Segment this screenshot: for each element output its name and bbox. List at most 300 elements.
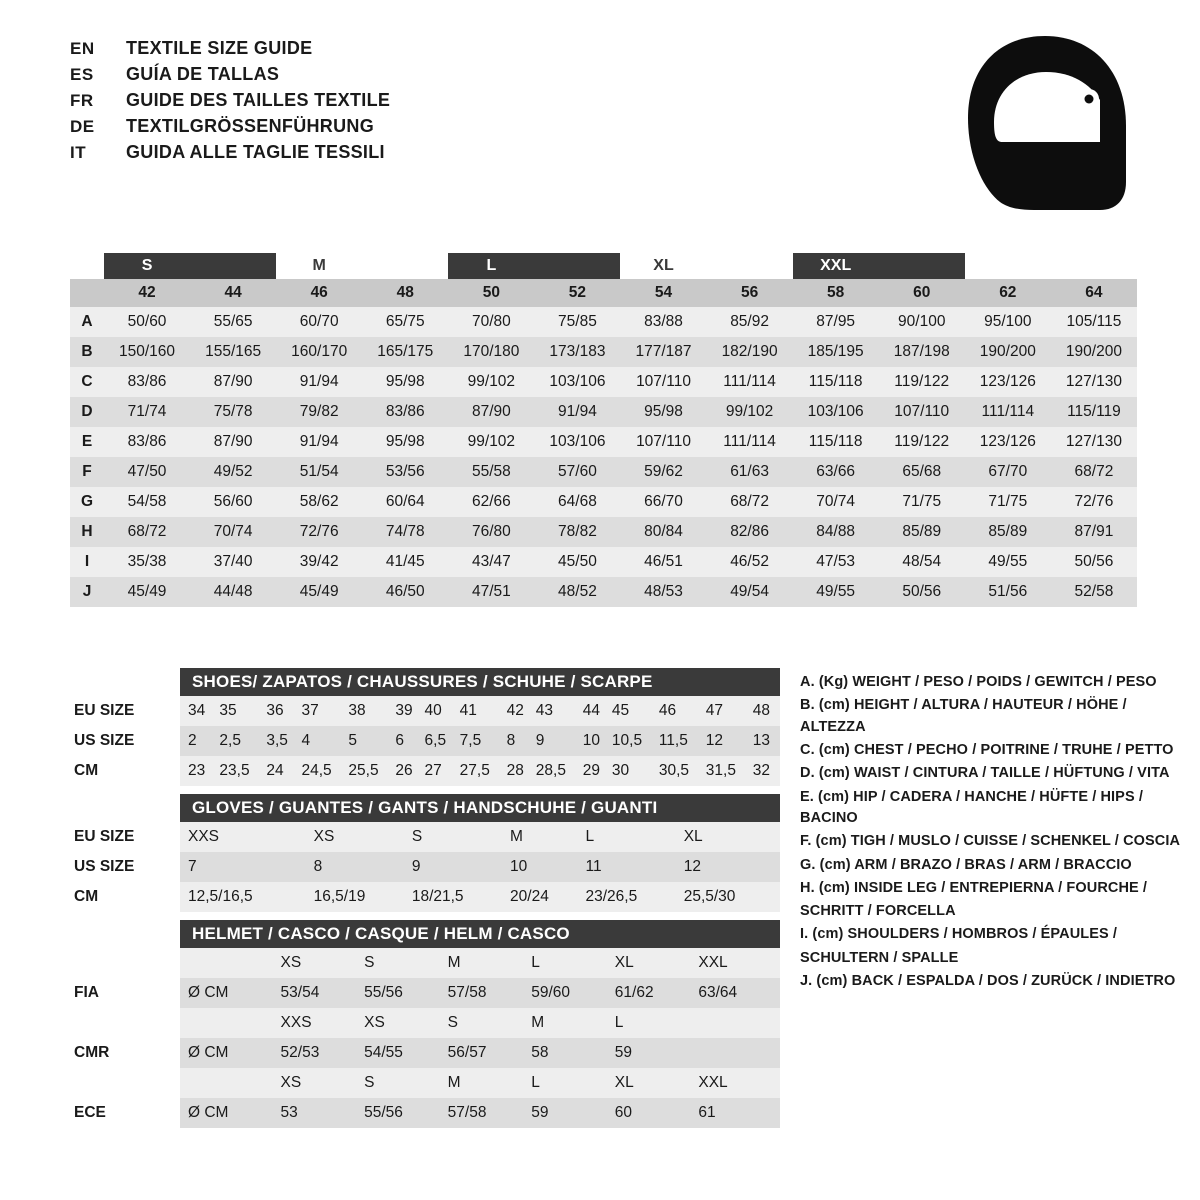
header-lang-code: DE xyxy=(70,117,95,136)
table-cell: 80/84 xyxy=(620,517,706,547)
header-title-text: GUÍA DE TALLAS xyxy=(126,64,280,84)
size-cell: 56 xyxy=(707,279,793,307)
table-cell: 190/200 xyxy=(1051,337,1137,367)
table-cell xyxy=(180,1008,279,1038)
table-cell: 71/74 xyxy=(104,397,190,427)
table-cell: 54/55 xyxy=(362,1038,446,1068)
table-cell: 90/100 xyxy=(879,307,965,337)
table-cell: 25,5/30 xyxy=(682,882,780,912)
size-cell: 62 xyxy=(965,279,1051,307)
table-cell: M xyxy=(508,822,583,852)
table-cell: 75/85 xyxy=(534,307,620,337)
row-label-blank xyxy=(70,1068,180,1098)
table-row xyxy=(70,1038,780,1068)
row-label: US SIZE xyxy=(70,726,180,756)
table-cell: 24,5 xyxy=(299,756,346,786)
table-cell: 99/102 xyxy=(448,367,534,397)
table-cell: 3,5 xyxy=(264,726,299,756)
header-row xyxy=(70,64,390,90)
table-cell: 47/51 xyxy=(448,577,534,607)
table-cell: 107/110 xyxy=(620,367,706,397)
table-cell: 47/50 xyxy=(104,457,190,487)
table-cell: 55/65 xyxy=(190,307,276,337)
header-title-text: TEXTILE SIZE GUIDE xyxy=(126,38,313,58)
table-cell: 42 xyxy=(505,696,534,726)
table-cell: 87/91 xyxy=(1051,517,1137,547)
table-cell: 28,5 xyxy=(534,756,581,786)
table-cell: 16,5/19 xyxy=(312,882,410,912)
table-cell: 99/102 xyxy=(448,427,534,457)
table-cell: 85/89 xyxy=(965,517,1051,547)
table-cell: 45/49 xyxy=(276,577,362,607)
table-cell: 35 xyxy=(217,696,264,726)
table-cell: 72/76 xyxy=(1051,487,1137,517)
group-cell-rowlabel xyxy=(70,253,104,279)
table-cell: 50/60 xyxy=(104,307,190,337)
group-cell-xxl-a: XXL xyxy=(793,253,879,279)
table-cell: 111/114 xyxy=(707,367,793,397)
group-cell-m-b xyxy=(362,253,448,279)
helmet-section-title: HELMET / CASCO / CASQUE / HELM / CASCO xyxy=(180,920,780,948)
table-cell: 10,5 xyxy=(610,726,657,756)
table-cell: 56/57 xyxy=(446,1038,530,1068)
size-cell: 60 xyxy=(879,279,965,307)
helmet-section xyxy=(70,920,780,1128)
table-cell: 13 xyxy=(751,726,780,756)
table-cell: 87/90 xyxy=(190,427,276,457)
table-cell: 12 xyxy=(682,852,780,882)
table-cell: 68/72 xyxy=(707,487,793,517)
table-cell: 28 xyxy=(505,756,534,786)
table-cell: 48/52 xyxy=(534,577,620,607)
table-cell: 12 xyxy=(704,726,751,756)
table-cell: 50/56 xyxy=(879,577,965,607)
table-cell: 53/54 xyxy=(279,978,363,1008)
table-cell: XXL xyxy=(696,948,780,978)
row-label-blank xyxy=(70,1008,180,1038)
table-cell: 48 xyxy=(751,696,780,726)
table-cell: 70/74 xyxy=(190,517,276,547)
table-cell: 37 xyxy=(299,696,346,726)
table-cell: 58 xyxy=(529,1038,613,1068)
table-cell: 49/52 xyxy=(190,457,276,487)
table-cell: 45/50 xyxy=(534,547,620,577)
table-cell: 35/38 xyxy=(104,547,190,577)
legend-entry: H. (cm) INSIDE LEG / ENTREPIERNA / FOURCHE / xyxy=(800,879,1148,896)
size-cell: 44 xyxy=(190,279,276,307)
size-number-row xyxy=(70,279,1137,307)
table-cell: XS xyxy=(279,948,363,978)
table-cell: 111/114 xyxy=(965,397,1051,427)
table-row xyxy=(70,487,1137,517)
table-cell: 160/170 xyxy=(276,337,362,367)
table-cell: 65/75 xyxy=(362,307,448,337)
table-cell: 71/75 xyxy=(965,487,1051,517)
table-cell: 57/58 xyxy=(446,1098,530,1128)
table-cell: 32 xyxy=(751,756,780,786)
legend-entry: A. (Kg) WEIGHT / PESO / POIDS / GEWITCH / PESO xyxy=(800,674,1157,690)
table-cell: 177/187 xyxy=(620,337,706,367)
table-cell: 27 xyxy=(423,756,458,786)
table-cell: 5 xyxy=(346,726,393,756)
table-cell: 103/106 xyxy=(534,367,620,397)
table-cell: 60 xyxy=(613,1098,697,1128)
table-cell: 47 xyxy=(704,696,751,726)
table-cell: 49/55 xyxy=(793,577,879,607)
unit-cell: Ø CM xyxy=(180,1038,279,1068)
group-cell-s-b xyxy=(190,253,276,279)
group-cell-xxl-b xyxy=(879,253,965,279)
shoes-table xyxy=(70,696,780,786)
table-row xyxy=(70,1008,780,1038)
table-cell: 99/102 xyxy=(707,397,793,427)
header-title-text: GUIDE DES TAILLES TEXTILE xyxy=(126,90,391,110)
row-label: I xyxy=(70,547,104,577)
table-cell: 57/60 xyxy=(534,457,620,487)
table-row xyxy=(70,577,1137,607)
table-cell: 44 xyxy=(581,696,610,726)
size-cell: 46 xyxy=(276,279,362,307)
table-cell: XS xyxy=(279,1068,363,1098)
table-cell: 24 xyxy=(264,756,299,786)
table-cell: 45/49 xyxy=(104,577,190,607)
table-cell: 127/130 xyxy=(1051,427,1137,457)
shoes-section-title: SHOES/ ZAPATOS / CHAUSSURES / SCHUHE / SCARPE xyxy=(180,668,780,696)
table-cell: 7 xyxy=(180,852,312,882)
table-cell: 44/48 xyxy=(190,577,276,607)
table-cell: 91/94 xyxy=(276,427,362,457)
table-cell: 68/72 xyxy=(1051,457,1137,487)
table-cell: XXL xyxy=(696,1068,780,1098)
table-cell: 85/89 xyxy=(879,517,965,547)
table-cell: S xyxy=(362,948,446,978)
table-cell: 74/78 xyxy=(362,517,448,547)
table-cell: XS xyxy=(312,822,410,852)
table-cell: 59 xyxy=(613,1038,697,1068)
table-cell: 49/54 xyxy=(707,577,793,607)
table-cell: 2 xyxy=(180,726,217,756)
textile-size-table xyxy=(70,253,1137,607)
row-label: B xyxy=(70,337,104,367)
table-row xyxy=(70,948,780,978)
header-title-text: TEXTILGRÖSSENFÜHRUNG xyxy=(126,116,375,136)
row-label: ECE xyxy=(70,1098,180,1128)
table-cell: 23/26,5 xyxy=(583,882,681,912)
table-cell: 57/58 xyxy=(446,978,530,1008)
table-cell: 61/63 xyxy=(707,457,793,487)
table-cell: 83/86 xyxy=(362,397,448,427)
table-cell: 10 xyxy=(508,852,583,882)
group-cell-last xyxy=(965,253,1051,279)
table-row xyxy=(70,726,780,756)
table-cell: 64/68 xyxy=(534,487,620,517)
table-cell: M xyxy=(446,948,530,978)
table-cell: M xyxy=(446,1068,530,1098)
table-cell: L xyxy=(529,1068,613,1098)
table-cell: 51/54 xyxy=(276,457,362,487)
table-cell: 87/90 xyxy=(448,397,534,427)
group-cell-l-b xyxy=(534,253,620,279)
table-cell: 9 xyxy=(534,726,581,756)
row-label: G xyxy=(70,487,104,517)
table-cell: 85/92 xyxy=(707,307,793,337)
table-cell: 6,5 xyxy=(423,726,458,756)
header-row xyxy=(70,142,390,168)
legend-entry: E. (cm) HIP / CADERA / HANCHE / HÜFTE / HIPS / BACINO xyxy=(800,788,1143,826)
table-cell: 41 xyxy=(458,696,505,726)
table-row xyxy=(70,1098,780,1128)
table-cell: 43 xyxy=(534,696,581,726)
header-lang-code: ES xyxy=(70,65,94,84)
table-cell: 107/110 xyxy=(620,427,706,457)
table-cell: 59/60 xyxy=(529,978,613,1008)
table-cell: S xyxy=(410,822,508,852)
table-cell: 103/106 xyxy=(534,427,620,457)
table-cell: XL xyxy=(613,1068,697,1098)
table-cell: 84/88 xyxy=(793,517,879,547)
legend-entry: SCHRITT / FORCELLA xyxy=(800,903,956,920)
table-cell xyxy=(696,1008,780,1038)
table-cell: 31,5 xyxy=(704,756,751,786)
table-cell: 79/82 xyxy=(276,397,362,427)
table-cell: 70/80 xyxy=(448,307,534,337)
table-row xyxy=(70,517,1137,547)
table-row xyxy=(70,1068,780,1098)
table-cell: 25,5 xyxy=(346,756,393,786)
table-cell: 58/62 xyxy=(276,487,362,517)
table-cell: 60/64 xyxy=(362,487,448,517)
table-cell: 45 xyxy=(610,696,657,726)
table-cell: 53 xyxy=(279,1098,363,1128)
table-cell: 59 xyxy=(529,1098,613,1128)
table-cell: 61 xyxy=(696,1098,780,1128)
table-cell: 11 xyxy=(583,852,681,882)
table-row xyxy=(70,457,1137,487)
table-cell: 127/130 xyxy=(1051,367,1137,397)
table-cell: 36 xyxy=(264,696,299,726)
table-cell: XL xyxy=(613,948,697,978)
table-cell: 46/51 xyxy=(620,547,706,577)
row-label: H xyxy=(70,517,104,547)
table-cell: XXS xyxy=(180,822,312,852)
table-cell: XL xyxy=(682,822,780,852)
table-cell: 173/183 xyxy=(534,337,620,367)
table-cell: 91/94 xyxy=(534,397,620,427)
table-cell: 83/86 xyxy=(104,367,190,397)
table-cell: 91/94 xyxy=(276,367,362,397)
table-cell: 119/122 xyxy=(879,367,965,397)
table-cell: 95/98 xyxy=(362,367,448,397)
table-cell: L xyxy=(529,948,613,978)
legend-entry: J. (cm) BACK / ESPALDA / DOS / ZURÜCK / INDIETRO xyxy=(800,973,1176,990)
table-cell: 78/82 xyxy=(534,517,620,547)
table-cell: 8 xyxy=(505,726,534,756)
table-cell: 40 xyxy=(423,696,458,726)
table-cell: 41/45 xyxy=(362,547,448,577)
legend-entry: B. (cm) HEIGHT / ALTURA / HAUTEUR / HÖHE / ALTEZZA xyxy=(800,697,1127,735)
table-cell: 11,5 xyxy=(657,726,704,756)
table-row xyxy=(70,337,1137,367)
table-cell: 52/58 xyxy=(1051,577,1137,607)
header-titles xyxy=(70,38,390,168)
table-cell: S xyxy=(446,1008,530,1038)
size-cell: 52 xyxy=(534,279,620,307)
table-row xyxy=(70,397,1137,427)
table-cell: 2,5 xyxy=(217,726,264,756)
table-cell: 105/115 xyxy=(1051,307,1137,337)
table-row xyxy=(70,427,1137,457)
table-cell: 165/175 xyxy=(362,337,448,367)
row-label: F xyxy=(70,457,104,487)
table-cell: M xyxy=(529,1008,613,1038)
table-cell: 62/66 xyxy=(448,487,534,517)
row-label: CMR xyxy=(70,1038,180,1068)
table-cell: 123/126 xyxy=(965,427,1051,457)
table-cell: 10 xyxy=(581,726,610,756)
table-row xyxy=(70,852,780,882)
table-cell: 123/126 xyxy=(965,367,1051,397)
table-cell: XS xyxy=(362,1008,446,1038)
table-cell: 30 xyxy=(610,756,657,786)
row-label: CM xyxy=(70,882,180,912)
table-cell: 107/110 xyxy=(879,397,965,427)
table-cell: 95/100 xyxy=(965,307,1051,337)
table-cell: 39 xyxy=(393,696,422,726)
table-cell xyxy=(180,1068,279,1098)
group-cell-l-a: L xyxy=(448,253,534,279)
header-row xyxy=(70,116,390,142)
table-cell: 182/190 xyxy=(707,337,793,367)
table-cell: 72/76 xyxy=(276,517,362,547)
table-cell: 54/58 xyxy=(104,487,190,517)
table-cell: 63/66 xyxy=(793,457,879,487)
size-rowlabel-blank xyxy=(70,279,104,307)
group-cell-m-a: M xyxy=(276,253,362,279)
table-cell: 119/122 xyxy=(879,427,965,457)
helmet-table xyxy=(70,948,780,1128)
row-label: EU SIZE xyxy=(70,822,180,852)
table-cell: 6 xyxy=(393,726,422,756)
helmet-icon xyxy=(950,30,1140,215)
table-cell: 190/200 xyxy=(965,337,1051,367)
table-cell: 9 xyxy=(410,852,508,882)
size-cell: 64 xyxy=(1051,279,1137,307)
table-row xyxy=(70,822,780,852)
header-lang-code: EN xyxy=(70,39,95,58)
table-cell: 4 xyxy=(299,726,346,756)
table-row xyxy=(70,756,780,786)
table-cell: 66/70 xyxy=(620,487,706,517)
table-cell: 48/54 xyxy=(879,547,965,577)
table-cell: 55/56 xyxy=(362,1098,446,1128)
table-cell: 26 xyxy=(393,756,422,786)
table-cell: 49/55 xyxy=(965,547,1051,577)
table-cell xyxy=(180,948,279,978)
table-cell: 53/56 xyxy=(362,457,448,487)
row-label: CM xyxy=(70,756,180,786)
table-cell: 39/42 xyxy=(276,547,362,577)
table-cell: 115/119 xyxy=(1051,397,1137,427)
table-cell: 70/74 xyxy=(793,487,879,517)
table-cell: 52/53 xyxy=(279,1038,363,1068)
table-cell: 59/62 xyxy=(620,457,706,487)
table-cell: 75/78 xyxy=(190,397,276,427)
table-cell: 65/68 xyxy=(879,457,965,487)
table-cell: 83/88 xyxy=(620,307,706,337)
legend-entry: C. (cm) CHEST / PECHO / POITRINE / TRUHE / PETTO xyxy=(800,741,1174,758)
size-cell: 50 xyxy=(448,279,534,307)
table-cell: 38 xyxy=(346,696,393,726)
table-cell: 155/165 xyxy=(190,337,276,367)
header-row xyxy=(70,38,390,64)
table-cell: 83/86 xyxy=(104,427,190,457)
unit-cell: Ø CM xyxy=(180,1098,279,1128)
table-row xyxy=(70,367,1137,397)
header-row xyxy=(70,90,390,116)
table-cell: 60/70 xyxy=(276,307,362,337)
table-cell: L xyxy=(583,822,681,852)
table-cell: 150/160 xyxy=(104,337,190,367)
table-cell: L xyxy=(613,1008,697,1038)
table-cell: 23 xyxy=(180,756,217,786)
table-cell: 23,5 xyxy=(217,756,264,786)
table-cell: 103/106 xyxy=(793,397,879,427)
table-cell: 111/114 xyxy=(707,427,793,457)
table-cell: 12,5/16,5 xyxy=(180,882,312,912)
table-row xyxy=(70,307,1137,337)
row-label: D xyxy=(70,397,104,427)
table-cell: 34 xyxy=(180,696,217,726)
measurement-legend xyxy=(800,672,1190,994)
table-cell: 37/40 xyxy=(190,547,276,577)
table-cell: 47/53 xyxy=(793,547,879,577)
header-lang-code: FR xyxy=(70,91,94,110)
table-cell: 115/118 xyxy=(793,427,879,457)
table-cell: 8 xyxy=(312,852,410,882)
size-cell: 58 xyxy=(793,279,879,307)
legend-entry: D. (cm) WAIST / CINTURA / TAILLE / HÜFTUNG / VITA xyxy=(800,765,1170,782)
table-cell: 20/24 xyxy=(508,882,583,912)
shoes-section xyxy=(70,668,780,786)
table-cell: 63/64 xyxy=(696,978,780,1008)
table-cell: 82/86 xyxy=(707,517,793,547)
table-row xyxy=(70,696,780,726)
table-row xyxy=(70,978,780,1008)
table-cell: 29 xyxy=(581,756,610,786)
row-label: J xyxy=(70,577,104,607)
table-cell: 71/75 xyxy=(879,487,965,517)
table-cell: 55/58 xyxy=(448,457,534,487)
table-cell: 51/56 xyxy=(965,577,1051,607)
table-cell: 48/53 xyxy=(620,577,706,607)
table-cell: 61/62 xyxy=(613,978,697,1008)
table-cell: 95/98 xyxy=(620,397,706,427)
size-cell: 54 xyxy=(620,279,706,307)
table-cell: 187/198 xyxy=(879,337,965,367)
table-cell: 46/50 xyxy=(362,577,448,607)
table-cell: S xyxy=(362,1068,446,1098)
table-cell: 18/21,5 xyxy=(410,882,508,912)
gloves-section-title: GLOVES / GUANTES / GANTS / HANDSCHUHE / GUANTI xyxy=(180,794,780,822)
table-cell: 43/47 xyxy=(448,547,534,577)
table-cell: 7,5 xyxy=(458,726,505,756)
table-cell: 67/70 xyxy=(965,457,1051,487)
table-cell: 56/60 xyxy=(190,487,276,517)
table-cell: 185/195 xyxy=(793,337,879,367)
table-cell: 30,5 xyxy=(657,756,704,786)
table-cell: 87/95 xyxy=(793,307,879,337)
legend-entry: I. (cm) SHOULDERS / HOMBROS / ÉPAULES / xyxy=(800,926,1118,943)
